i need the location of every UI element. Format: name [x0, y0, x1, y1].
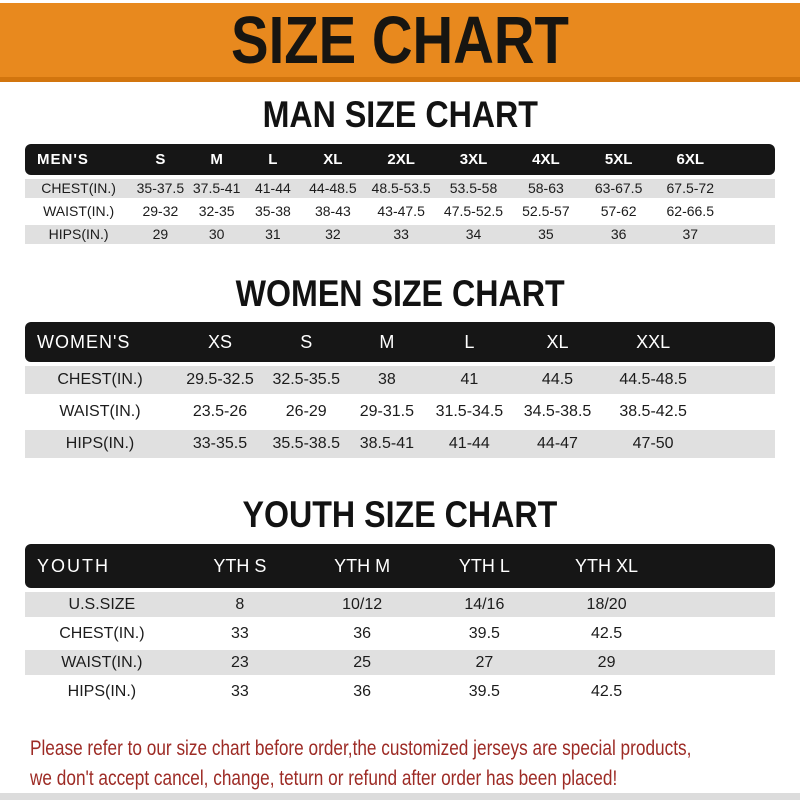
youth-heading-text: YOUTH SIZE CHART: [242, 494, 558, 536]
table-row: [25, 430, 775, 458]
women-size-column-header: XXL: [603, 322, 704, 362]
men-size-column-header: 3XL: [438, 144, 510, 175]
women-size-column-header: XS: [175, 322, 265, 362]
table-row: [25, 202, 775, 221]
youth-table-label: YOUTH: [25, 544, 179, 588]
women-section-heading: [0, 274, 800, 315]
size-value-cell: 29-32: [132, 202, 188, 221]
size-value-cell: 35-37.5: [132, 179, 188, 198]
size-value-cell: 36: [301, 679, 423, 704]
spacer-cell: [704, 322, 775, 362]
size-value-cell: 38-43: [301, 202, 365, 221]
size-value-cell: 14/16: [423, 592, 545, 617]
size-value-cell: 31: [245, 225, 301, 244]
bottom-divider: [0, 793, 800, 800]
men-table-label: MEN'S: [25, 144, 132, 175]
size-value-cell: 42.5: [545, 679, 667, 704]
youth-size-column-header: YTH M: [301, 544, 423, 588]
spacer-cell: [668, 621, 775, 646]
size-value-cell: 27: [423, 650, 545, 675]
size-value-cell: 43-47.5: [365, 202, 438, 221]
youth-size-table: [25, 540, 775, 708]
youth-section-heading: [0, 495, 800, 536]
spacer-cell: [668, 592, 775, 617]
footer-note-line1: Please refer to our size chart before order,the customized jerseys are special products,: [30, 737, 692, 761]
row-label: HIPS(IN.): [25, 430, 175, 458]
size-value-cell: 33: [365, 225, 438, 244]
size-value-cell: 32: [301, 225, 365, 244]
size-value-cell: 31.5-34.5: [426, 398, 512, 426]
table-row: [25, 679, 775, 704]
men-size-column-header: 6XL: [655, 144, 725, 175]
size-value-cell: 58-63: [510, 179, 583, 198]
size-value-cell: 29: [545, 650, 667, 675]
men-size-table: [25, 140, 775, 248]
size-value-cell: 63-67.5: [582, 179, 655, 198]
size-value-cell: 32.5-35.5: [265, 366, 348, 394]
size-value-cell: 36: [582, 225, 655, 244]
women-header-bar: [25, 322, 775, 362]
size-value-cell: 23: [179, 650, 301, 675]
size-value-cell: 38: [348, 366, 427, 394]
women-size-column-header: M: [348, 322, 427, 362]
banner-title: SIZE CHART: [231, 2, 569, 78]
men-size-column-header: XL: [301, 144, 365, 175]
table-row: [25, 621, 775, 646]
men-size-column-header: L: [245, 144, 301, 175]
size-value-cell: 39.5: [423, 621, 545, 646]
size-value-cell: 26-29: [265, 398, 348, 426]
spacer-cell: [725, 202, 775, 221]
youth-size-column-header: YTH XL: [545, 544, 667, 588]
size-value-cell: 44-48.5: [301, 179, 365, 198]
men-header-bar: [25, 144, 775, 175]
spacer-cell: [668, 679, 775, 704]
size-value-cell: 44-47: [513, 430, 603, 458]
table-row: [25, 650, 775, 675]
size-value-cell: 23.5-26: [175, 398, 265, 426]
size-value-cell: 29-31.5: [348, 398, 427, 426]
spacer-cell: [704, 398, 775, 426]
row-label: HIPS(IN.): [25, 679, 179, 704]
size-value-cell: 34.5-38.5: [513, 398, 603, 426]
men-size-column-header: M: [189, 144, 245, 175]
row-label: WAIST(IN.): [25, 398, 175, 426]
size-value-cell: 32-35: [189, 202, 245, 221]
size-value-cell: 36: [301, 621, 423, 646]
men-size-column-header: 5XL: [582, 144, 655, 175]
size-value-cell: 41-44: [426, 430, 512, 458]
size-value-cell: 30: [189, 225, 245, 244]
size-value-cell: 38.5-42.5: [603, 398, 704, 426]
size-value-cell: 35: [510, 225, 583, 244]
size-value-cell: 38.5-41: [348, 430, 427, 458]
youth-size-column-header: YTH S: [179, 544, 301, 588]
spacer-cell: [668, 650, 775, 675]
table-row: [25, 225, 775, 244]
size-value-cell: 53.5-58: [438, 179, 510, 198]
size-value-cell: 62-66.5: [655, 202, 725, 221]
row-label: U.S.SIZE: [25, 592, 179, 617]
men-section-heading: [0, 95, 800, 136]
size-value-cell: 35.5-38.5: [265, 430, 348, 458]
spacer-cell: [668, 544, 775, 588]
spacer-cell: [725, 144, 775, 175]
spacer-cell: [725, 179, 775, 198]
size-value-cell: 37: [655, 225, 725, 244]
size-value-cell: 39.5: [423, 679, 545, 704]
size-value-cell: 33-35.5: [175, 430, 265, 458]
row-label: HIPS(IN.): [25, 225, 132, 244]
table-row: [25, 179, 775, 198]
women-heading-text: WOMEN SIZE CHART: [235, 272, 565, 314]
footer-note: [30, 734, 800, 794]
spacer-cell: [704, 366, 775, 394]
spacer-cell: [725, 225, 775, 244]
size-value-cell: 44.5-48.5: [603, 366, 704, 394]
women-table-label: WOMEN'S: [25, 322, 175, 362]
size-value-cell: 8: [179, 592, 301, 617]
spacer-cell: [704, 430, 775, 458]
size-value-cell: 34: [438, 225, 510, 244]
table-row: [25, 592, 775, 617]
size-value-cell: 42.5: [545, 621, 667, 646]
men-size-column-header: S: [132, 144, 188, 175]
table-row: [25, 398, 775, 426]
banner: [0, 3, 800, 82]
size-value-cell: 29: [132, 225, 188, 244]
size-value-cell: 47.5-52.5: [438, 202, 510, 221]
size-value-cell: 33: [179, 621, 301, 646]
youth-header-bar: [25, 544, 775, 588]
row-label: WAIST(IN.): [25, 650, 179, 675]
men-heading-text: MAN SIZE CHART: [262, 94, 538, 135]
size-value-cell: 47-50: [603, 430, 704, 458]
size-value-cell: 52.5-57: [510, 202, 583, 221]
men-size-column-header: 2XL: [365, 144, 438, 175]
footer-note-line2: we don't accept cancel, change, teturn or refund after order has been placed!: [30, 767, 618, 791]
size-value-cell: 67.5-72: [655, 179, 725, 198]
table-row: [25, 366, 775, 394]
row-label: CHEST(IN.): [25, 179, 132, 198]
size-value-cell: 41-44: [245, 179, 301, 198]
youth-size-column-header: YTH L: [423, 544, 545, 588]
women-size-table: [25, 318, 775, 462]
size-value-cell: 18/20: [545, 592, 667, 617]
row-label: CHEST(IN.): [25, 621, 179, 646]
size-value-cell: 44.5: [513, 366, 603, 394]
size-value-cell: 41: [426, 366, 512, 394]
size-value-cell: 33: [179, 679, 301, 704]
size-value-cell: 35-38: [245, 202, 301, 221]
size-value-cell: 29.5-32.5: [175, 366, 265, 394]
women-size-column-header: L: [426, 322, 512, 362]
row-label: WAIST(IN.): [25, 202, 132, 221]
row-label: CHEST(IN.): [25, 366, 175, 394]
size-value-cell: 48.5-53.5: [365, 179, 438, 198]
men-size-column-header: 4XL: [510, 144, 583, 175]
size-value-cell: 10/12: [301, 592, 423, 617]
women-size-column-header: XL: [513, 322, 603, 362]
women-size-column-header: S: [265, 322, 348, 362]
size-value-cell: 57-62: [582, 202, 655, 221]
size-value-cell: 37.5-41: [189, 179, 245, 198]
size-value-cell: 25: [301, 650, 423, 675]
